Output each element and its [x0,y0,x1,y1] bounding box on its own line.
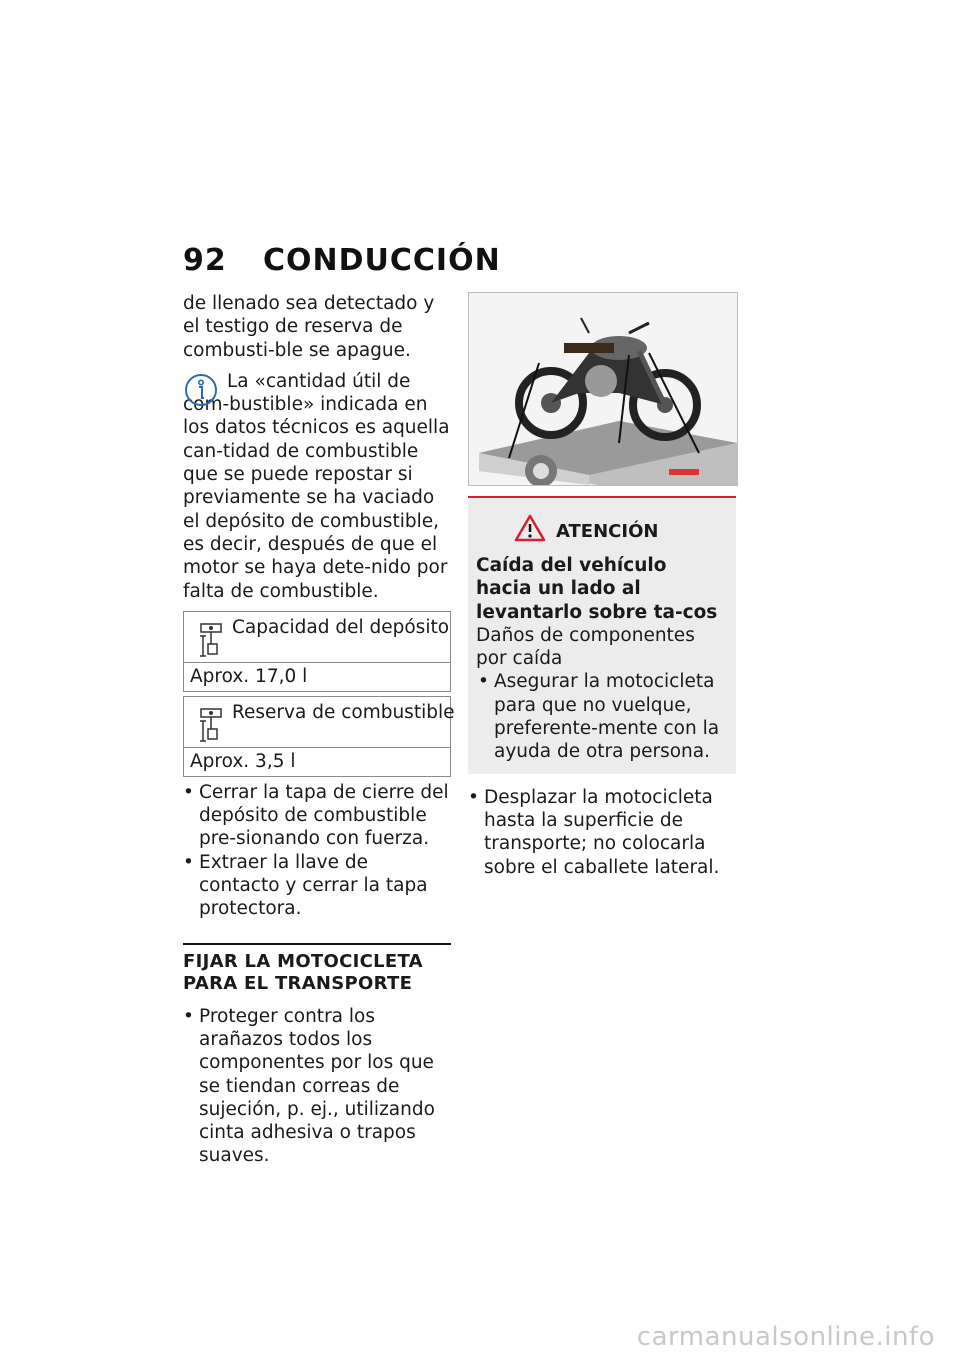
list-item: • Asegurar la motocicleta para que no vuelque, preferente-mente con la ayuda de otra persona. [476,670,728,763]
section-heading: FIJAR LA MOTOCICLETA PARA EL TRANSPORTE [183,943,451,995]
warning-box [468,496,736,774]
page-number: 92 [183,243,227,278]
spec-value: Aprox. 3,5 l [190,750,296,772]
list-item: • Extraer la llave de contacto y cerrar la tapa protectora. [183,851,451,921]
warning-title: Caída del vehículo hacia un lado al levantarlo sobre ta-cos [476,555,718,623]
spec-tank-capacity [183,611,451,692]
warning-triangle-icon [514,514,546,542]
page-header [183,243,501,278]
spec-fuel-reserve [183,696,455,777]
intro-paragraph: de llenado sea detectado y el testigo de reserva de combusti-ble se apague. [183,293,435,361]
watermark: carmanualsonline.info [636,1322,935,1352]
chapter-title: CONDUCCIÓN [263,243,501,278]
left-column [183,292,455,1168]
list-item: • Cerrar la tapa de cierre del depósito de combustible pre-sionando con fuerza. [183,781,451,851]
spec-label: Capacidad del depósito [232,616,450,638]
measurement-icon [198,707,224,743]
info-icon [183,372,219,408]
list-item: • Desplazar la motocicleta hasta la superficie de transporte; no colocarla sobre el caballete lateral. [468,786,738,879]
warning-label: ATENCIÓN [556,521,659,542]
bullet-list [183,781,451,921]
right-column [468,292,738,879]
spec-label: Reserva de combustible [232,701,455,723]
motorcycle-on-trailer-image [468,292,738,486]
list-item: • Proteger contra los arañazos todos los componentes por los que se tiendan correas de sujeción, p. ej., utilizando cinta adhesiva o trapos suaves. [183,1005,451,1168]
motorcycle-illustration [469,293,737,485]
info-note [183,370,451,603]
bullet-list [468,786,738,879]
measurement-icon [198,622,224,658]
info-note-text: La «cantidad útil de com-bustible» indicada en los datos técnicos es aquella can-tidad de combustible que se puede repostar si previamente se ha vaciado el depósito de combustible, es decir, después de que el motor se haya dete-nido por falta de combustible. [183,370,450,602]
spec-value: Aprox. 17,0 l [190,665,308,687]
warning-text: Daños de componentes por caída [476,624,695,670]
section-bullets [183,1005,451,1168]
